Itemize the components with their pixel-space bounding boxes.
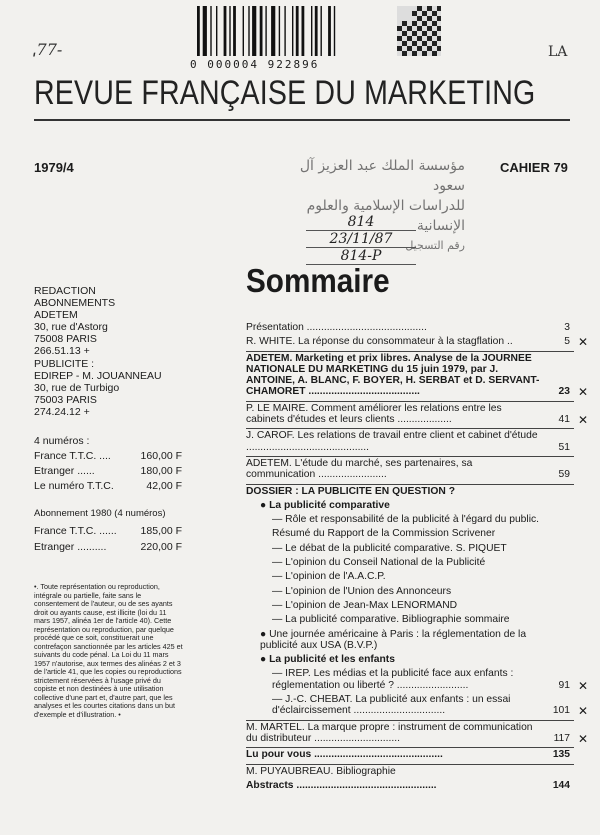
pricing-price: 42,00 F (146, 480, 182, 492)
barcode-bar (224, 6, 227, 56)
checker-square (422, 41, 427, 46)
redaction-line: 30, rue d'Astorg (34, 321, 108, 333)
checker-square (402, 41, 407, 46)
toc-entry-text: R. WHITE. La réponse du consommateur à la stagflation .. (246, 336, 513, 348)
checker-square (402, 21, 407, 26)
toc-entry (246, 720, 588, 746)
toc-entry-text: J. CAROF. Les relations de travail entre client et cabinet d'étude ........................................... (246, 430, 538, 453)
cahier-number: CAHIER 79 (500, 160, 568, 175)
checker-pattern-icon (397, 6, 441, 56)
toc-entry-text: — Le débat de la publicité comparative. S. PIQUET (272, 542, 507, 554)
toc-entry (246, 629, 574, 652)
checker-square (437, 26, 441, 31)
toc-entry-text: — L'opinion du Conseil National de la Publicité (272, 557, 486, 569)
catalog-code: 814-P (306, 248, 416, 265)
toc-entry-text: DOSSIER : LA PUBLICITE EN QUESTION ? (246, 485, 455, 497)
toc-entry (246, 401, 588, 428)
barcode-bar (210, 6, 211, 56)
publicite-line: EDIREP - M. JOUANNEAU (34, 370, 162, 382)
redaction-line: 75008 PARIS (34, 333, 97, 345)
toc-entry-text: ● La publicité comparative (260, 499, 390, 511)
toc-page-number: 117 (553, 732, 570, 744)
barcode-bar (248, 6, 249, 56)
pricing-row (34, 480, 182, 492)
checker-square (432, 21, 437, 26)
toc-page-number: 59 (558, 469, 570, 481)
handwritten-x-mark-icon: ✕ (577, 731, 588, 746)
pricing-row (34, 465, 182, 477)
abonnement-block (34, 508, 182, 553)
barcode-bar (321, 6, 322, 56)
toc-page-number: 144 (552, 779, 570, 791)
toc-entry (246, 456, 574, 481)
abonnement-label: France T.T.C. ...... (34, 525, 117, 537)
toc-entry (246, 500, 574, 511)
toc-page-number: 41 (558, 414, 570, 426)
checker-square (437, 46, 441, 51)
redaction-line: ABONNEMENTS (34, 297, 116, 309)
handwritten-note-top-right: LA (548, 44, 568, 60)
pricing-label: Etranger ...... (34, 465, 95, 477)
handwritten-catalog-numbers (306, 214, 416, 265)
checker-square (412, 21, 417, 26)
toc-entry (246, 586, 574, 597)
handwritten-note-top-left: ˌ77- (32, 40, 63, 59)
barcode-bar (334, 6, 335, 56)
checker-square (432, 11, 437, 16)
checker-square (412, 31, 417, 36)
toc-entry-text: P. LE MAIRE. Comment améliorer les relations entre les cabinets d'études et leurs clients ................... (246, 402, 502, 426)
barcode-bar (284, 6, 285, 56)
publicite-block (34, 358, 162, 418)
toc-page-number: 135 (552, 749, 570, 761)
toc-entry-text: Abstracts ................................................. (246, 779, 437, 791)
checker-square (417, 36, 422, 41)
pricing-label: Le numéro T.T.C. (34, 480, 114, 492)
checker-square (397, 46, 402, 51)
toc-entry-text: — L'opinion de l'Union des Annonceurs (272, 585, 452, 597)
toc-entry (246, 614, 574, 625)
publicite-line: 30, rue de Turbigo (34, 382, 120, 394)
checker-square (422, 51, 427, 56)
checker-square (397, 36, 402, 41)
handwritten-x-mark-icon: ✕ (577, 413, 588, 428)
checker-square (427, 16, 432, 21)
toc-entry (246, 571, 574, 582)
catalog-date: 23/11/87 (306, 231, 416, 248)
legal-notice: •. Toute représentation ou reproduction, intégrale ou partielle, faite sans le consentement de l'auteur, ou de ses ayants droit ou ayants cause, est illicite (loi du 11 mars 1957, alinéa 1er de l'article 40). Cette représentation ou reproduction, par quelque procédé que ce soit, constituerait une contrefaçon sanctionnée par les articles 425 et suivants du code pénal. La Loi du 11 mars 1957 n'autorise, aux termes des alinéas 2 et 3 de l'article 41, que les copies ou reproductions strictement réservées à l'usage privé du copiste et non destinées à une utilisation collective d'une part et, d'autre part, que les analyses et les courtes citations dans un but d'exemple et d'illustration. • (34, 582, 183, 719)
barcode-bar (302, 6, 305, 56)
barcode-bar (311, 6, 312, 56)
abonnement-row (34, 541, 182, 553)
pricing-price: 180,00 F (140, 465, 182, 477)
toc-page-number: 91 (558, 679, 570, 691)
toc-entry-text: — IREP. Les médias et la publicité face aux enfants : réglementation ou liberté ? ......................... (272, 668, 514, 691)
toc-entry (246, 428, 574, 453)
checker-square (432, 31, 437, 36)
toc-entry (246, 764, 574, 777)
checker-square (427, 6, 432, 11)
checker-square (407, 26, 412, 31)
sommaire-heading: Sommaire (246, 262, 390, 299)
catalog-number: 814 (306, 214, 416, 231)
abonnement-header: Abonnement 1980 (4 numéros) (34, 508, 166, 519)
abonnement-label: Etranger .......... (34, 541, 107, 553)
handwritten-x-mark-icon: ✕ (577, 704, 588, 719)
toc-entry-text: Résumé du Rapport de la Commission Scrivener (272, 528, 496, 540)
checker-square (427, 36, 432, 41)
toc-entry-text: — Rôle et responsabilité de la publicité à l'égard du public. (272, 514, 539, 526)
pricing-row (34, 450, 182, 462)
toc-entry (246, 668, 588, 693)
toc-entry-text: — J.-C. CHEBAT. La publicité aux enfants : un essai d'éclaircissement ................................ (272, 694, 511, 717)
toc-entry (246, 780, 574, 791)
toc-entry-text: ● Une journée américaine à Paris : la réglementation de la publicité aux USA (B.V.P.) (260, 628, 527, 651)
checker-square (422, 11, 427, 16)
toc-entry-text: ADETEM. L'étude du marché, ses partenaires, sa communication ........................ (246, 457, 473, 481)
pricing-label: France T.T.C. .... (34, 450, 111, 462)
checker-square (437, 16, 441, 21)
toc-entry (246, 322, 574, 333)
handwritten-x-mark-icon: ✕ (577, 335, 588, 350)
toc-entry-text: M. PUYAUBREAU. Bibliographie (246, 765, 396, 777)
barcode-bar (292, 6, 293, 56)
abonnement-price: 220,00 F (140, 541, 182, 553)
toc-entry (246, 747, 574, 760)
checker-square (412, 11, 417, 16)
stamp-line: للدراسات الإسلامية والعلوم الإنسانية (306, 198, 465, 234)
checker-square (402, 51, 407, 56)
toc-page-number: 5 (564, 336, 570, 348)
barcode-bar (279, 6, 280, 56)
checker-square (417, 6, 422, 11)
barcode-bar (197, 6, 200, 56)
toc-page-number: 51 (558, 441, 570, 453)
handwritten-x-mark-icon: ✕ (577, 678, 588, 693)
checker-square (407, 46, 412, 51)
checker-square (417, 46, 422, 51)
barcode-bar (260, 6, 263, 56)
checker-square (412, 51, 417, 56)
publicite-line: 75003 PARIS (34, 394, 97, 406)
title-rule (34, 119, 570, 121)
publicite-line: 274.24.12 + (34, 406, 90, 418)
redaction-block (34, 285, 115, 357)
toc-entry (246, 351, 588, 400)
pricing-block (34, 435, 182, 492)
checker-square (437, 6, 441, 11)
toc-entry (246, 335, 588, 350)
checker-square (427, 26, 432, 31)
redaction-line: REDACTION (34, 285, 96, 297)
table-of-contents (246, 322, 588, 794)
toc-entry (246, 484, 574, 497)
toc-entry (246, 694, 588, 719)
toc-entry (246, 543, 574, 554)
barcode-bar (296, 6, 299, 56)
toc-entry-text: — La publicité comparative. Bibliographie sommaire (272, 614, 510, 626)
toc-entry (246, 528, 574, 539)
abonnement-row (34, 525, 182, 537)
barcode-bar (315, 6, 318, 56)
abonnement-price: 185,00 F (140, 525, 182, 537)
toc-page-number: 3 (564, 322, 570, 333)
checker-square (432, 41, 437, 46)
checker-square (432, 51, 437, 56)
barcode (197, 6, 377, 60)
issue-number: 1979/4 (34, 160, 74, 175)
checker-square (437, 36, 441, 41)
barcode-bar (265, 6, 266, 56)
toc-entry (246, 600, 574, 611)
checker-square (402, 31, 407, 36)
checker-square (422, 31, 427, 36)
barcode-bar (271, 6, 275, 56)
stamp-line: مؤسسة الملك عبد العزيز آل سعود (299, 158, 465, 194)
checker-square (407, 36, 412, 41)
journal-title: REVUE FRANÇAISE DU MARKETING (34, 74, 536, 112)
barcode-bar (216, 6, 217, 56)
toc-entry-text: — L'opinion de l'A.A.C.P. (272, 571, 386, 583)
toc-entry-text: Lu pour vous ............................................. (246, 749, 443, 761)
barcode-bar (229, 6, 230, 56)
checker-square (417, 16, 422, 21)
toc-entry-text: M. MARTEL. La marque propre : instrument de communication du distributeur .............................. (246, 721, 533, 744)
barcode-bar (252, 6, 256, 56)
redaction-line: 266.51.13 + (34, 345, 90, 357)
barcode-bar (233, 6, 236, 56)
barcode-bar (243, 6, 244, 56)
toc-entry (246, 514, 574, 525)
checker-square (422, 21, 427, 26)
stamp-line: رقم التسجيل (405, 239, 465, 252)
redaction-line: ADETEM (34, 309, 78, 321)
barcode-digits: 0 000004 922896 (190, 58, 320, 71)
barcode-bar (203, 6, 207, 56)
toc-entry (246, 654, 574, 665)
toc-entry-text: ADETEM. Marketing et prix libres. Analyse de la JOURNEE NATIONALE DU MARKETING du 15 juin 1979, par J. ANTOINE, A. BLANC, F. BOYER, H. SERBAT et D. SERVANT-CHAMORET ....................................... (246, 352, 540, 398)
checker-square (427, 46, 432, 51)
handwritten-x-mark-icon: ✕ (577, 385, 588, 400)
toc-entry (246, 557, 574, 568)
barcode-bar (328, 6, 331, 56)
checker-square (412, 41, 417, 46)
checker-square (417, 26, 422, 31)
toc-entry-text: — L'opinion de Jean-Max LENORMAND (272, 599, 458, 611)
toc-page-number: 101 (552, 705, 570, 717)
toc-entry-text: Présentation .......................................... (246, 322, 427, 333)
checker-square (397, 26, 402, 31)
toc-entry-text: ● La publicité et les enfants (260, 654, 395, 666)
toc-page-number: 23 (558, 386, 570, 398)
pricing-price: 160,00 F (140, 450, 182, 462)
pricing-header: 4 numéros : (34, 435, 90, 447)
publicite-line: PUBLICITE : (34, 358, 95, 370)
